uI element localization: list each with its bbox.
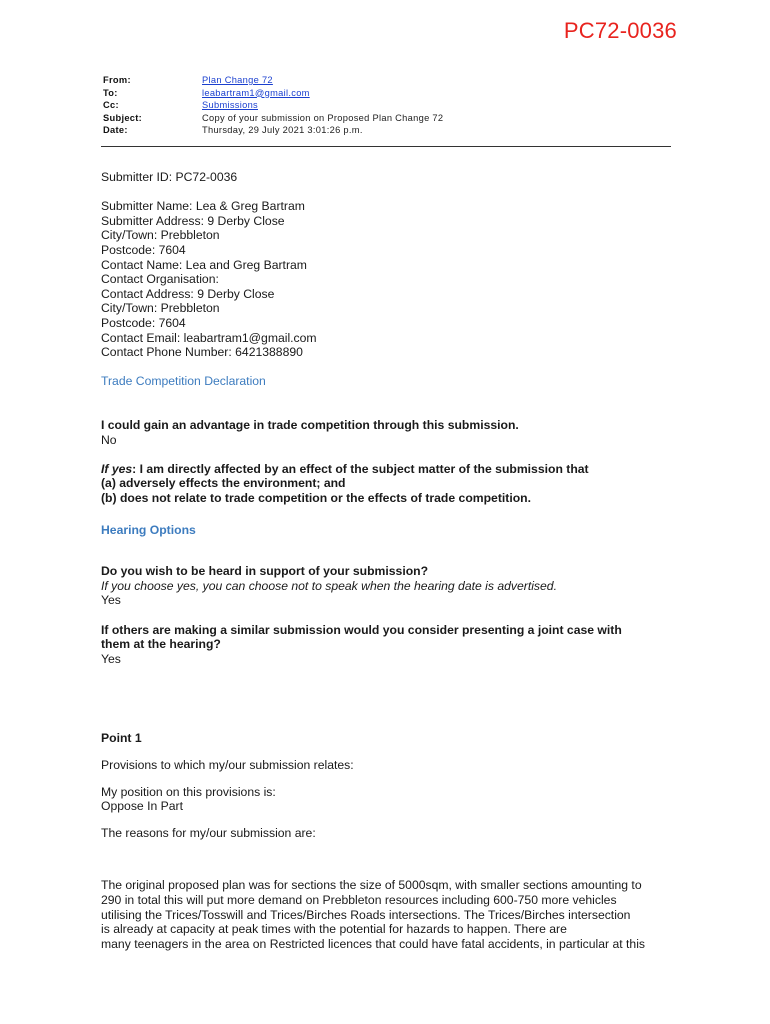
position-value: Oppose In Part [101, 799, 183, 814]
position-label: My position on this provisions is: [101, 784, 276, 799]
cc-label: Cc: [103, 100, 119, 111]
contact-email: Contact Email: leabartram1@gmail.com [101, 330, 317, 345]
reason-line: utilising the Trices/Tosswill and Trices/Birches Roads intersections. The Trices/Birches intersection [101, 907, 631, 922]
submitter-id: Submitter ID: PC72-0036 [101, 170, 238, 184]
from-label: From: [103, 75, 131, 85]
reason-line: The original proposed plan was for sections the size of 5000sqm, with smaller sections amounting to [101, 878, 642, 893]
subject-label: Subject: [103, 112, 143, 123]
submission-body [101, 170, 676, 951]
provisions-label: Provisions to which my/our submission relates: [101, 758, 354, 772]
submitter-city: City/Town: Prebbleton [101, 228, 220, 243]
header-row-cc [103, 99, 671, 112]
trade-answer: No [101, 432, 117, 447]
date-value: Thursday, 29 July 2021 3:01:26 p.m. [202, 125, 363, 136]
contact-postcode: Postcode: 7604 [101, 315, 186, 330]
contact-organisation: Contact Organisation: [101, 272, 219, 287]
email-header [103, 74, 671, 137]
trade-item-a: (a) adversely effects the environment; and [101, 476, 346, 491]
reason-line: is already at capacity at peak times with the potential for hazards to happen. There are [101, 922, 567, 937]
reasons-label: The reasons for my/our submission are: [101, 825, 316, 840]
cc-link[interactable]: Submissions [202, 100, 259, 111]
reasons-paragraph [101, 878, 676, 951]
header-row-subject [103, 112, 671, 125]
if-yes-emphasis: If yes [101, 461, 133, 476]
submitter-postcode: Postcode: 7604 [101, 242, 186, 257]
document-reference-number: PC72-0036 [563, 18, 677, 43]
reason-line: many teenagers in the area on Restricted licences that could have fatal accidents, in particular at this [101, 936, 645, 951]
reason-line: 290 in total this will put more demand on Prebbleton resources including 600-750 more vehicles [101, 892, 617, 907]
header-row-to [103, 87, 671, 100]
hearing-question-2-line-2: them at the hearing? [101, 637, 221, 652]
hearing-question-1-answer: Yes [101, 593, 121, 608]
hearing-question-1: Do you wish to be heard in support of your submission? [101, 564, 429, 579]
hearing-question-2-answer: Yes [101, 651, 121, 666]
hearing-question-1-note: If you choose yes, you can choose not to speak when the hearing date is advertised. [101, 578, 557, 593]
submitter-details [101, 199, 676, 360]
trade-item-b: (b) does not relate to trade competition or the effects of trade competition. [101, 491, 531, 506]
if-yes-rest: : I am directly affected by an effect of the subject matter of the submission that [132, 461, 589, 476]
point-title: Point 1 [101, 731, 142, 746]
contact-phone: Contact Phone Number: 6421388890 [101, 345, 303, 360]
header-row-from [103, 74, 671, 87]
header-divider [101, 146, 671, 147]
to-link[interactable]: leabartram1@gmail.com [202, 87, 310, 98]
contact-address: Contact Address: 9 Derby Close [101, 286, 275, 301]
submitter-name: Submitter Name: Lea & Greg Bartram [101, 199, 305, 214]
submitter-address: Submitter Address: 9 Derby Close [101, 213, 285, 228]
trade-if-yes-statement [101, 462, 676, 477]
trade-question: I could gain an advantage in trade competition through this submission. [101, 418, 519, 433]
hearing-question-2-line-1: If others are making a similar submission would you consider presenting a joint case with [101, 622, 622, 637]
subject-value: Copy of your submission on Proposed Plan Change 72 [202, 112, 444, 123]
from-link[interactable]: Plan Change 72 [202, 75, 273, 85]
hearing-options-heading: Hearing Options [101, 522, 196, 537]
contact-city: City/Town: Prebbleton [101, 301, 220, 316]
contact-name: Contact Name: Lea and Greg Bartram [101, 257, 307, 272]
date-label: Date: [103, 125, 128, 136]
trade-competition-heading: Trade Competition Declaration [101, 374, 266, 389]
to-label: To: [103, 87, 118, 98]
header-row-date [103, 124, 671, 137]
